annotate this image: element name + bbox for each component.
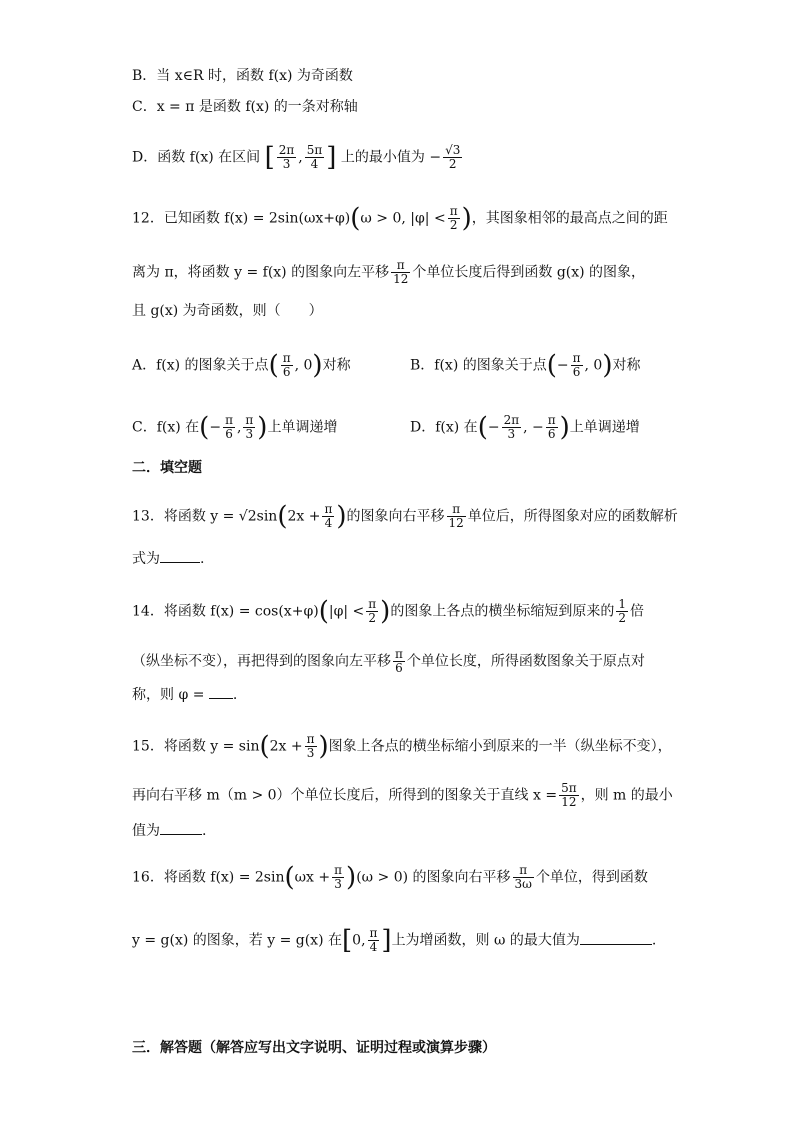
q12-line-3: 且 g(x) 为奇函数，则（ ）	[132, 303, 323, 319]
option-c-line	[132, 97, 358, 117]
option-b-line	[132, 66, 353, 86]
option-c-text: C．x = π 是函数 f(x) 的一条对称轴	[132, 99, 358, 115]
q12-line-2: 离为 π，将函数 y = f(x) 的图象向左平移 $\frac{\pi}{12}$ 个单位长度后得到函数 g(x) 的图象，	[132, 258, 646, 286]
q15-line-3: 值为 .	[132, 823, 207, 839]
q14-line-2: （纵坐标不变），再把得到的图象向左平移 $\frac{\pi}{6}$ 个单位长度，所得函数图象关于原点对	[132, 647, 645, 675]
q13-line-2: 式为 .	[132, 551, 205, 567]
option-d-text: D．函数 f(x) 在区间	[132, 149, 261, 166]
q12-option-a: A．f(x) 的图象关于点( $\frac{\pi}{6}$ , 0)对称	[132, 350, 351, 381]
option-d-line: D．函数 f(x) 在区间 [ $\frac{2\pi}{3}$ , $\frac{5\pi}{4}$ ] 上的最小值为 − $\frac{√3}{2}$	[132, 142, 461, 173]
option-d-text-2: 上的最小值为 −	[340, 149, 442, 166]
bracket-left: [	[264, 142, 275, 173]
q15-line-1: 15．将函数 y = sin(2x + $\frac{\pi}{3}$ )图象上各点的横坐标缩小到原来的一半（纵坐标不变），	[132, 731, 672, 762]
answer-blank	[160, 822, 202, 835]
q12-text: 12．已知函数 f(x) = 2sin(ωx+φ)	[132, 210, 351, 227]
q12-option-d: D．f(x) 在(− $\frac{2\pi}{3}$ , − $\frac{\pi}{6}$ )上单调递增	[410, 412, 640, 443]
answer-blank	[580, 932, 652, 945]
q14-line-3: 称，则 φ = .	[132, 687, 238, 703]
q13-line-1: 13．将函数 y = √2sin(2x + $\frac{\pi}{4}$ )的图象向右平移 $\frac{\pi}{12}$ 单位后，所得图象对应的函数解析	[132, 501, 678, 532]
answer-blank	[160, 550, 200, 563]
q14-line-1: 14．将函数 f(x) = cos(x+φ)(|φ| < $\frac{\pi}{2}$ )的图象上各点的横坐标缩短到原来的 $\frac{1}{2}$ 倍	[132, 596, 644, 627]
q15-line-2: 再向右平移 m（m > 0）个单位长度后，所得到的图象关于直线 x = $\frac{5\pi}{12}$ ，则 m 的最小	[132, 781, 673, 809]
section-2-heading: 二．填空题	[132, 460, 202, 476]
q12-option-b: B．f(x) 的图象关于点(− $\frac{\pi}{6}$ , 0)对称	[410, 350, 641, 381]
bracket-right: ]	[326, 142, 337, 173]
q12-line-1: 12．已知函数 f(x) = 2sin(ωx+φ)(ω > 0, |φ| < $\frac{\pi}{2}$ )，其图象相邻的最高点之间的距	[132, 203, 668, 234]
answer-blank	[209, 686, 233, 699]
option-b-text: B．当 x∈R 时，函数 f(x) 为奇函数	[132, 68, 353, 84]
fraction: $\frac{√3}{2}$	[445, 143, 461, 171]
q12-option-c: C．f(x) 在(− $\frac{\pi}{6}$ , $\frac{\pi}{3}$ )上单调递增	[132, 412, 338, 443]
q16-line-2: y = g(x) 的图象，若 y = g(x) 在[0, $\frac{\pi}{4}$ ]上为增函数，则 ω 的最大值为 .	[132, 925, 657, 956]
q16-line-1: 16．将函数 f(x) = 2sin(ωx + $\frac{\pi}{3}$ )(ω > 0) 的图象向右平移 $\frac{\pi}{3\omega}$ 个单位，得到函数	[132, 862, 648, 893]
fraction: $\frac{5\pi}{4}$	[306, 143, 323, 171]
fraction: $\frac{2\pi}{3}$	[278, 143, 295, 171]
section-3-heading: 三．解答题（解答应写出文字说明、证明过程或演算步骤）	[132, 1040, 496, 1056]
